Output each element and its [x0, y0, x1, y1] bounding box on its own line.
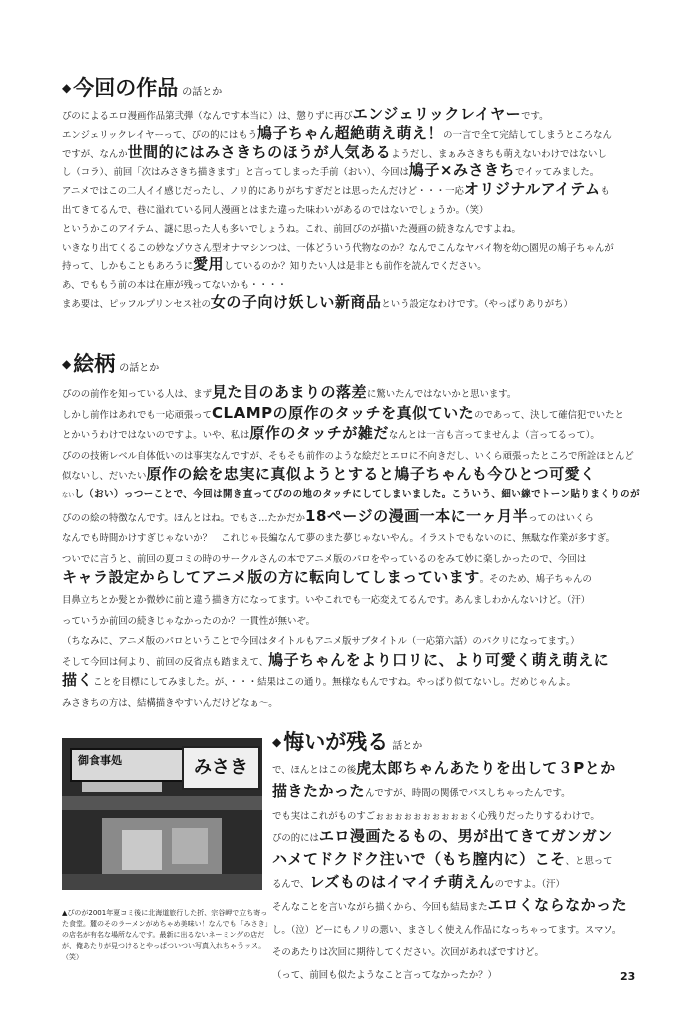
body-text: いきなり出てくるこの妙なゾウさん型オナマシンつは、一体どういう代物なのか？なんでこんなヤバイ物を幼○園児の鳩子ちゃんが	[62, 242, 614, 254]
body-text: （ちなみに、アニメ版のパロということで今回はタイトルもアニメ版サブタイトル（一応第六話）のパクリになってます。）	[62, 636, 580, 648]
body-text: ことを目標にしてみました。が、・・・結果はこの通り。無様なもんですね。やっぱり似てないし。だめじゃんよ。	[93, 677, 576, 689]
body-text: という設定なわけです。（やっぱりありがち）	[381, 299, 573, 310]
diamond-bullet-icon: ◆	[62, 81, 72, 95]
body-text: です。	[521, 111, 549, 122]
body-line	[62, 650, 609, 673]
body-line	[62, 485, 640, 506]
emphasis-text: オリジナルアイテム	[463, 180, 601, 199]
emphasis-text: エンジェリックレイヤー	[352, 105, 522, 123]
restaurant-photo	[62, 738, 262, 890]
body-text: あ、でももう前の本は在庫が残ってないかも・・・・	[62, 280, 287, 292]
body-line	[62, 506, 594, 529]
body-line	[62, 444, 634, 467]
body-line	[272, 963, 497, 986]
body-text: エンジェリックレイヤーって、ぴの的にはもう	[62, 129, 258, 141]
body-line	[62, 464, 596, 487]
emphasis-text: 世間的にはみさきちのほうが人気ある	[127, 142, 392, 161]
section-tag: の話とか	[119, 363, 160, 374]
body-text: まあ要は、ピッフルプリンセス社の	[62, 299, 211, 310]
section-tag: 話とか	[392, 741, 423, 752]
emphasis-text: エロくならなかった	[487, 895, 628, 914]
body-text: 。そのため、鳩子ちゃんの	[479, 574, 592, 586]
body-line	[62, 609, 315, 632]
body-line	[62, 691, 278, 714]
body-text: そのあたりは次回に期待してください。次回があればですけど。	[272, 947, 544, 959]
body-line	[62, 382, 516, 405]
body-text: アニメではこの二人イイ感じだったし、ノリ的にありがちすぎだとは思ったんだけど・・・一応	[62, 186, 464, 198]
body-line	[272, 849, 613, 872]
emphasis-text: 愛用	[193, 255, 225, 274]
body-text: ついでに言うと、前回の夏コミの時のサークルさんの本でアニメ版のパロをやっているのをみて妙に楽しかったので、今回は	[62, 553, 587, 565]
body-text: し。（泣）どーにもノリの悪い、まさしく使えん作品になっちゃってます。スマソ。	[272, 924, 622, 936]
body-text: 目鼻立ちとか髪とか微妙に前と違う描き方になってます。いやこれでも一応変えてるんです。あんましわかんないけど。（汗）	[62, 595, 591, 606]
body-text: 、と思って	[565, 856, 613, 868]
body-line	[62, 629, 580, 652]
body-text: し（コラ）、前回「次はみさきち描きます」と言ってしまった手前（おい）、今回は	[62, 167, 409, 179]
emphasis-text: エロ漫画たるもの、男が出てきてガンガン	[318, 827, 613, 846]
body-text: とかいうわけではないのですよ。いや、私は	[62, 430, 250, 442]
body-text: というかこのアイテム、謎に思った人も多いでしょうね。これ、前回ぴのが描いた漫画の続きなんですよね。	[62, 223, 521, 235]
body-text: なんでも時間かけすぎじゃないか？ これじゃ長編なんて夢のまた夢じゃないやん。イラストでもないのに、無駄な作業が多すぎ。	[62, 533, 616, 545]
diamond-bullet-icon: ◆	[62, 357, 72, 371]
section-heading-works	[62, 76, 222, 105]
body-text: そんなことを言いながら描くから、今回も結局また	[272, 901, 488, 913]
section-heading-art-style	[62, 352, 159, 381]
body-text: んですが、時間の関係でパスしちゃったんです。	[365, 787, 571, 799]
body-text: ない	[62, 492, 75, 499]
emphasis-text: し（おい）っつーことで、今回は開き直ってぴのの地のタッチにしてしまいました。こういう、細い線でトーン貼りまくりのが	[74, 489, 641, 500]
emphasis-text: 描く	[62, 671, 94, 690]
body-text: のであって、決して確信犯でいたと	[474, 409, 624, 421]
body-text: 似ないし、だいたい	[62, 471, 147, 483]
body-text: のですよ。（汗）	[494, 879, 565, 890]
body-line	[272, 781, 571, 804]
body-line	[62, 670, 576, 693]
body-text: ですが、なんか	[62, 148, 128, 160]
body-line	[272, 940, 544, 963]
body-text: っていうか前回の続きじゃなかったのか？一貫性が無いぞ。	[62, 615, 315, 627]
body-line	[272, 918, 621, 941]
body-text: ぴの的には	[272, 833, 319, 845]
emphasis-text: ハメてドクドク注いで（もち膣内に）こそ	[272, 850, 566, 869]
emphasis-text: 鳩子ちゃんをより口リに、より可愛く萌え萌えに	[268, 650, 610, 669]
body-text: でイッてみました。	[514, 167, 600, 179]
section-title: 絵柄	[73, 352, 116, 376]
emphasis-text: 見た目のあまりの落差	[212, 383, 368, 401]
body-text: ようだし、まぁみさきちも萌えないわけではないし	[391, 148, 607, 160]
diamond-bullet-icon: ◆	[272, 735, 282, 749]
body-text: そして今回は何より、前回の反省点も踏まえて、	[62, 656, 269, 668]
body-line	[62, 526, 615, 549]
emphasis-text: 原作のタッチが雑だ	[249, 424, 389, 443]
emphasis-text: レズものはイマイチ萌えん	[309, 873, 495, 891]
page-number: 23	[620, 970, 636, 983]
body-text: しているのか？知りたい人は是非とも前作を読んでください。	[224, 261, 487, 273]
body-text: に驚いたんではないかと思います。	[367, 389, 517, 400]
emphasis-text: CLAMPの原作のタッチを真似ていた	[212, 403, 475, 422]
body-text: ぴのの前作を知っている人は、まず	[62, 389, 213, 400]
body-text: でも実はこれがものすごぉぉぉぉぉぉぉぉぉぉく心残りだったりするわけで。	[272, 810, 600, 822]
emphasis-text: 描きたかった	[272, 781, 366, 800]
body-line	[272, 804, 600, 827]
body-text: みさきちの方は、結構描きやすいんだけどなぁ〜。	[62, 698, 278, 709]
emphasis-text: 原作の絵を忠実に真似ようとすると鳩子ちゃんも今ひとつ可愛く	[146, 465, 596, 484]
body-line	[272, 826, 613, 849]
body-line	[272, 758, 616, 781]
body-text: 出てきてるんで、巷に溢れている同人漫画とはまた違った味わいがあるのではないでしょうか。（笑）	[62, 205, 489, 216]
body-text: の一言で全て完結してしまうところなん	[443, 129, 612, 141]
body-line	[62, 423, 600, 446]
body-text: も	[600, 186, 610, 198]
body-text: ぴのの絵の特徴なんです。ほんとはね。でもさ…たかだか	[62, 512, 306, 524]
body-line	[62, 547, 586, 570]
body-line	[272, 872, 565, 895]
body-line	[62, 567, 592, 590]
photo-caption: ▲ぴのが2001年夏コミ後に北海道旅行した折、宗谷岬で立ち寄った食堂。麓のそのラーメンがめちゃめ美味い！なんでも「みさき」の店名が有名な場所なんです。最新に出るないネーミングの店だが、俺あたりが見つけるとやっぱついつい写真入れちゃうッス。（笑）	[62, 909, 272, 961]
body-text: で、ほんとはこの後	[272, 765, 357, 776]
body-text: 持って、しかもこともあろうに	[62, 261, 194, 273]
photo-sign: みさき	[182, 746, 260, 790]
body-line	[272, 895, 627, 918]
body-text: ぴのによるエロ漫画作品第弐弾（なんです本当に）は、懲りずに再び	[62, 111, 353, 122]
body-text: るんで、	[272, 879, 310, 890]
body-text: なんとは一言も言ってませんよ（言ってるって）。	[388, 430, 600, 442]
body-line	[62, 588, 590, 611]
emphasis-text: キャラ設定からしてアニメ版の方に転向してしまっています	[62, 568, 480, 587]
section-title: 今回の作品	[73, 76, 179, 100]
emphasis-text: 虎太郎ちゃんあたりを出して３Pとか	[356, 759, 616, 777]
body-text: ぴのの技術レベル自体低いのは事実なんですが、そもそも前作のような絵だとエロに不向きだし、いくら頑張ったところで所詮ほとんど	[62, 450, 634, 462]
section-tag: の話とか	[182, 87, 223, 98]
section-heading-regrets	[272, 730, 422, 759]
emphasis-text: 女の子向け妖しい新商品	[210, 293, 382, 311]
body-text: （って、前回も似たようなこと言ってなかったか？）	[272, 970, 497, 982]
body-line	[62, 292, 573, 315]
body-text: ってのはいくら	[528, 512, 594, 524]
section-title: 悔いが残る	[283, 730, 389, 754]
emphasis-text: 鳩子ちゃん超絶萌え萌え！	[257, 123, 444, 142]
body-line	[62, 403, 624, 426]
emphasis-text: 18ページの漫画一本に一ヶ月半	[305, 506, 529, 525]
photo-banner: 御食事処	[70, 748, 184, 782]
body-text: しかし前作はあれでも一応頑張って	[62, 409, 213, 421]
emphasis-text: 鳩子×みさきち	[408, 161, 515, 180]
